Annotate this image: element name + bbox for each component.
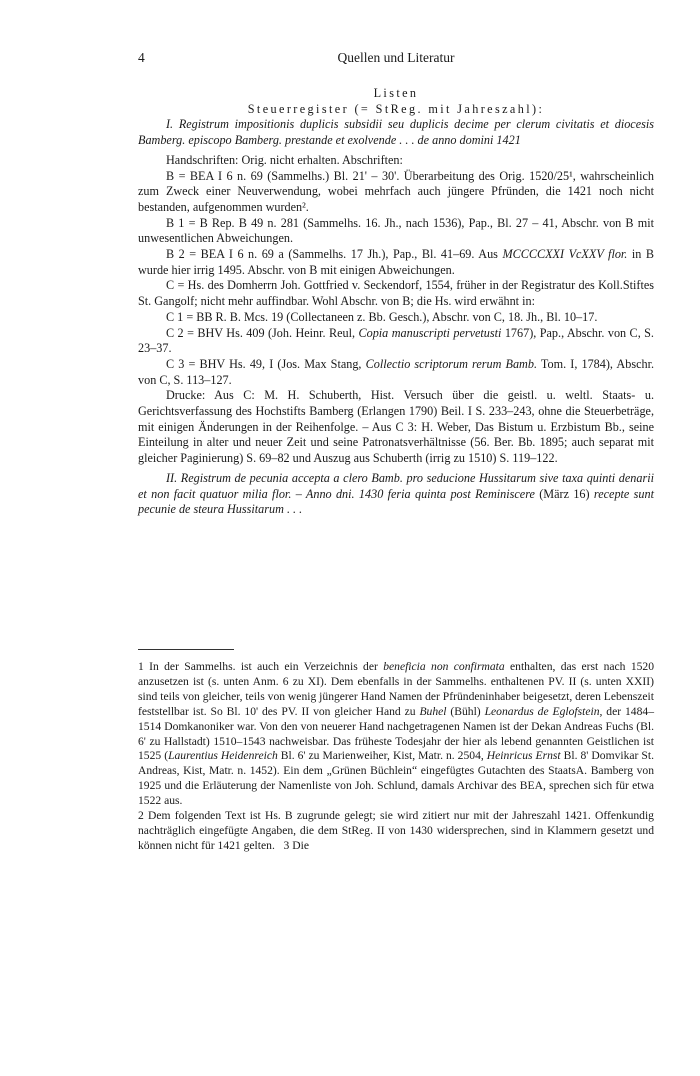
c2-text-b: 1767), Pap., Abschr. von C, S. 23–37. [138, 325, 654, 356]
manuscript-b1: B 1 = B Rep. B 49 n. 281 (Sammelhs. 16. Jh., nach 1536), Pap., Bl. 27 – 41, Abschr. von B mit unwesentlichen Abweichungen. [138, 215, 654, 246]
footnote-1 [138, 660, 654, 809]
fn1-d: Buhel [419, 704, 447, 718]
manuscript-c: C = Hs. des Domherrn Joh. Gottfried v. Seckendorf, 1554, früher in der Registratur des Koll.Stiftes St. Gangolf; nicht mehr auffindbar. Wohl Abschr. von B; die Hs. wird erwähnt in: [138, 278, 654, 309]
footnote-2-number: 2 [138, 809, 144, 823]
register-2-text-c: recepte sunt pecunie de steura Hussitarum . . . [138, 486, 654, 517]
running-title: Quellen und Literatur [337, 50, 455, 65]
page-number: 4 [138, 50, 145, 65]
b2-text-b: in B wurde hier irrig 1495. Abschr. von B mit einigen Abweichungen. [138, 247, 655, 277]
register-1-title [138, 117, 654, 148]
footnotes [138, 660, 654, 854]
fn1-k: Bl. 8' Domvikar St. Andreas, Kist, Matr. n. 1452). Ein dem „Grünen Büchlein“ eingefügtes Gutachten des StaatsA. Bamberg von 1925 und die Erläuterung der Namenliste von Joh. Schlund, damals Archivar des BEA, sprechen sich für etwa 1522 aus. [138, 749, 654, 808]
main-text [138, 86, 654, 518]
c2-text-italic: Copia manuscripti pervetusti [358, 325, 502, 340]
fn1-h: Laurentius Heidenreich [168, 749, 278, 763]
subheading-text: Steuerregister (= StReg. mit Jahreszahl): [247, 101, 545, 116]
fn1-g: der 1484–1514 Domkanoniker war. Von den von neuerer Hand nachgetragenen Namen ist der Dekan Andreas Fuchs (Bl. 6' zu Hallstadt) 1510–1543 nachweisbar. Das früheste Todesjahr der hier als lebend genannten Geistlichen ist 1525 ( [138, 704, 654, 763]
fn1-c: enthalten, das erst nach 1520 anzusetzen ist (s. unten Anm. 6 zu XI). Dem ebenfalls in der Sammelhs. enthaltenen PV. II (s. unten XXII) sind teils von gleicher, teils von wenig jüngerer Hand Namen der Pfründeninhaber beigesetzt, deren Lebenszeit feststellbar ist. So Bl. 10' des PV. II von gleicher Hand zu [138, 660, 655, 718]
fn1-j: Heinricus Ernst [486, 749, 561, 763]
fn1-e: (Bühl) [446, 704, 485, 718]
manuscript-b2 [138, 247, 654, 278]
register-1-title-text: I. Registrum impositionis duplicis subsidii seu duplicis decime per clerum civitatis et diocesis Bamberg. episcopo Bamberg. prestande et exolvende . . . de anno domini 1421 [138, 117, 654, 148]
footnote-2 [138, 809, 654, 854]
drucke-paragraph: Drucke: Aus C: M. H. Schuberth, Hist. Versuch über die geistl. u. weltl. Staats- u. Gerichtsverfassung des Hochstifts Bamberg (Erlangen 1790) Beil. I S. 233–243, ohne die Steuerbeträge, mit einigen Änderungen in der Reihenfolge. – Aus C 3: H. Weber, Das Bistum u. Erzbistum Bb., seine Einteilung in alter und neuer Zeit und seine Patronatsverhältnisse (56. Ber. Bb. 1895; auch separat mit gleicher Paginierung) S. 69–82 und Auszug aus Schuberth (irrig zu 1510) S. 119–122. [138, 388, 654, 466]
c3-text-b: Tom. I, 1784), Abschr. von C, S. 113–127. [138, 356, 655, 387]
c3-text-italic: Collectio scriptorum rerum Bamb. [365, 356, 538, 371]
footnote-rule [138, 649, 234, 650]
fn1-a: In der Sammelhs. ist auch ein Verzeichnis der [149, 660, 384, 673]
fn1-i: Bl. 6' zu Marienweiher, Kist, Matr. n. 2504, [277, 749, 487, 763]
b2-text-italic: MCCCCXXI VcXXV flor. [502, 247, 628, 262]
handschriften-line: Handschriften: Orig. nicht erhalten. Abschriften: [166, 152, 403, 167]
manuscript-c1: C 1 = BB R. B. Mcs. 19 (Collectaneen z. Bb. Gesch.), Abschr. von C, 18. Jh., Bl. 10–17. [166, 309, 598, 324]
fn3-text: Die [292, 838, 309, 852]
footnote-1-number: 1 [138, 660, 144, 673]
section-heading: Listen [373, 86, 419, 100]
register-2-title [138, 471, 654, 518]
manuscript-c3 [138, 357, 654, 388]
footnote-3-number: 3 [283, 838, 290, 852]
b2-text-a: B 2 = BEA I 6 n. 69 a (Sammelhs. 17 Jh.), Pap., Bl. 41–69. Aus [166, 247, 503, 262]
section-subheading [138, 102, 654, 118]
fn1-f: Leonardus de Eglofstein, [484, 704, 603, 718]
manuscript-b: B = BEA I 6 n. 69 (Sammelhs.) Bl. 21' – 30'. Überarbeitung des Orig. 1520/25¹, wahrscheinlich zum Zweck einer Neuverwendung, wobei mehrfach auch jüngere Pfründen, die 1421 noch nicht bestanden, aufgenommen wurden². [138, 168, 654, 214]
running-header [138, 50, 654, 68]
fn2-text: Dem folgenden Text ist Hs. B zugrunde gelegt; sie wird zitiert nur mit der Jahreszahl 1421. Offenkundig nachträglich eingefügte Angaben, die dem StReg. II von 1430 widersprechen, sind in Klammern gesetzt und können nicht für 1421 gelten. [138, 809, 654, 852]
manuscript-c2 [138, 326, 654, 357]
register-2-text-b: (März 16) [534, 486, 594, 501]
fn1-b: beneficia non confirmata [383, 660, 505, 673]
c2-text-a: C 2 = BHV Hs. 409 (Joh. Heinr. Reul, [166, 325, 359, 340]
register-2-text-a: II. Registrum de pecunia accepta a clero Bamb. pro seducione Hussitarum sive taxa quinti denarii et non facit quatuor milia flor. – Anno dni. 1430 feria quinta post Reminiscere [138, 470, 654, 501]
c3-text-a: C 3 = BHV Hs. 49, I (Jos. Max Stang, [166, 356, 366, 371]
